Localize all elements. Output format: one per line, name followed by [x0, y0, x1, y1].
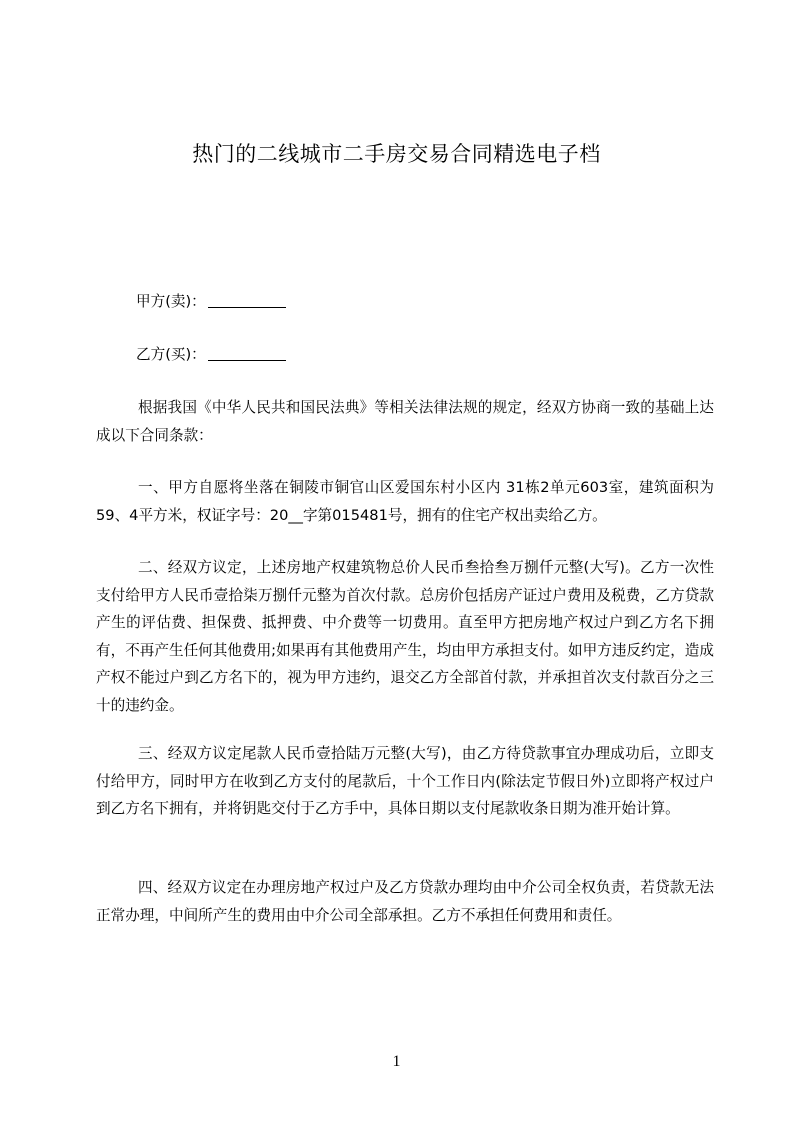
clause-2-paragraph: 二、经双方议定，上述房地产权建筑物总价人民币叁拾叁万捌仟元整(大写)。乙方一次性支付给甲方人民币壹拾柒万捌仟元整为首次付款。总房价包括房产证过户费用及税费，乙方贷款产生的评估费、担保费、抵押费、中介费等一切费用。直至甲方把房地产权过户到乙方名下拥有，不再产生任何其他费用;如果再有其他费用产生，均由甲方承担支付。如甲方违反约定，造成产权不能过户到乙方名下的，视为甲方违约，退交乙方全部首付款，并承担首次支付款百分之三十的违约金。: [96, 559, 714, 714]
party-a-line: [96, 288, 714, 316]
document-title: 热门的二线城市二手房交易合同精选电子档: [192, 142, 601, 166]
page-number: 1: [392, 1053, 401, 1070]
party-b-line: [96, 341, 714, 369]
clause-4-paragraph: 四、经双方议定在办理房地产权过户及乙方贷款办理均由中介公司全权负责，若贷款无法正常办理，中间所产生的费用由中介公司全部承担。乙方不承担任何费用和责任。: [96, 879, 714, 924]
party-b-label: 乙方(买)：: [136, 346, 206, 363]
clause-1-paragraph: 一、甲方自愿将坐落在铜陵市铜官山区爱国东村小区内 31栋2单元603室，建筑面积为59、4平方米，权证字号：20__字第015481号，拥有的住宅产权出卖给乙方。: [96, 479, 714, 524]
party-a-blank: [208, 292, 286, 308]
party-a-label: 甲方(卖)：: [136, 293, 206, 310]
intro-paragraph: 根据我国《中华人民共和国民法典》等相关法律法规的规定，经双方协商一致的基础上达成以下合同条款：: [96, 399, 714, 444]
party-b-blank: [208, 345, 286, 361]
clause-3-paragraph: 三、经双方议定尾款人民币壹拾陆万元整(大写)，由乙方待贷款事宜办理成功后，立即支付给甲方，同时甲方在收到乙方支付的尾款后，十个工作日内(除法定节假日外)立即将产权过户到乙方名下拥有，并将钥匙交付于乙方手中，具体日期以支付尾款收条日期为准开始计算。: [96, 745, 714, 817]
